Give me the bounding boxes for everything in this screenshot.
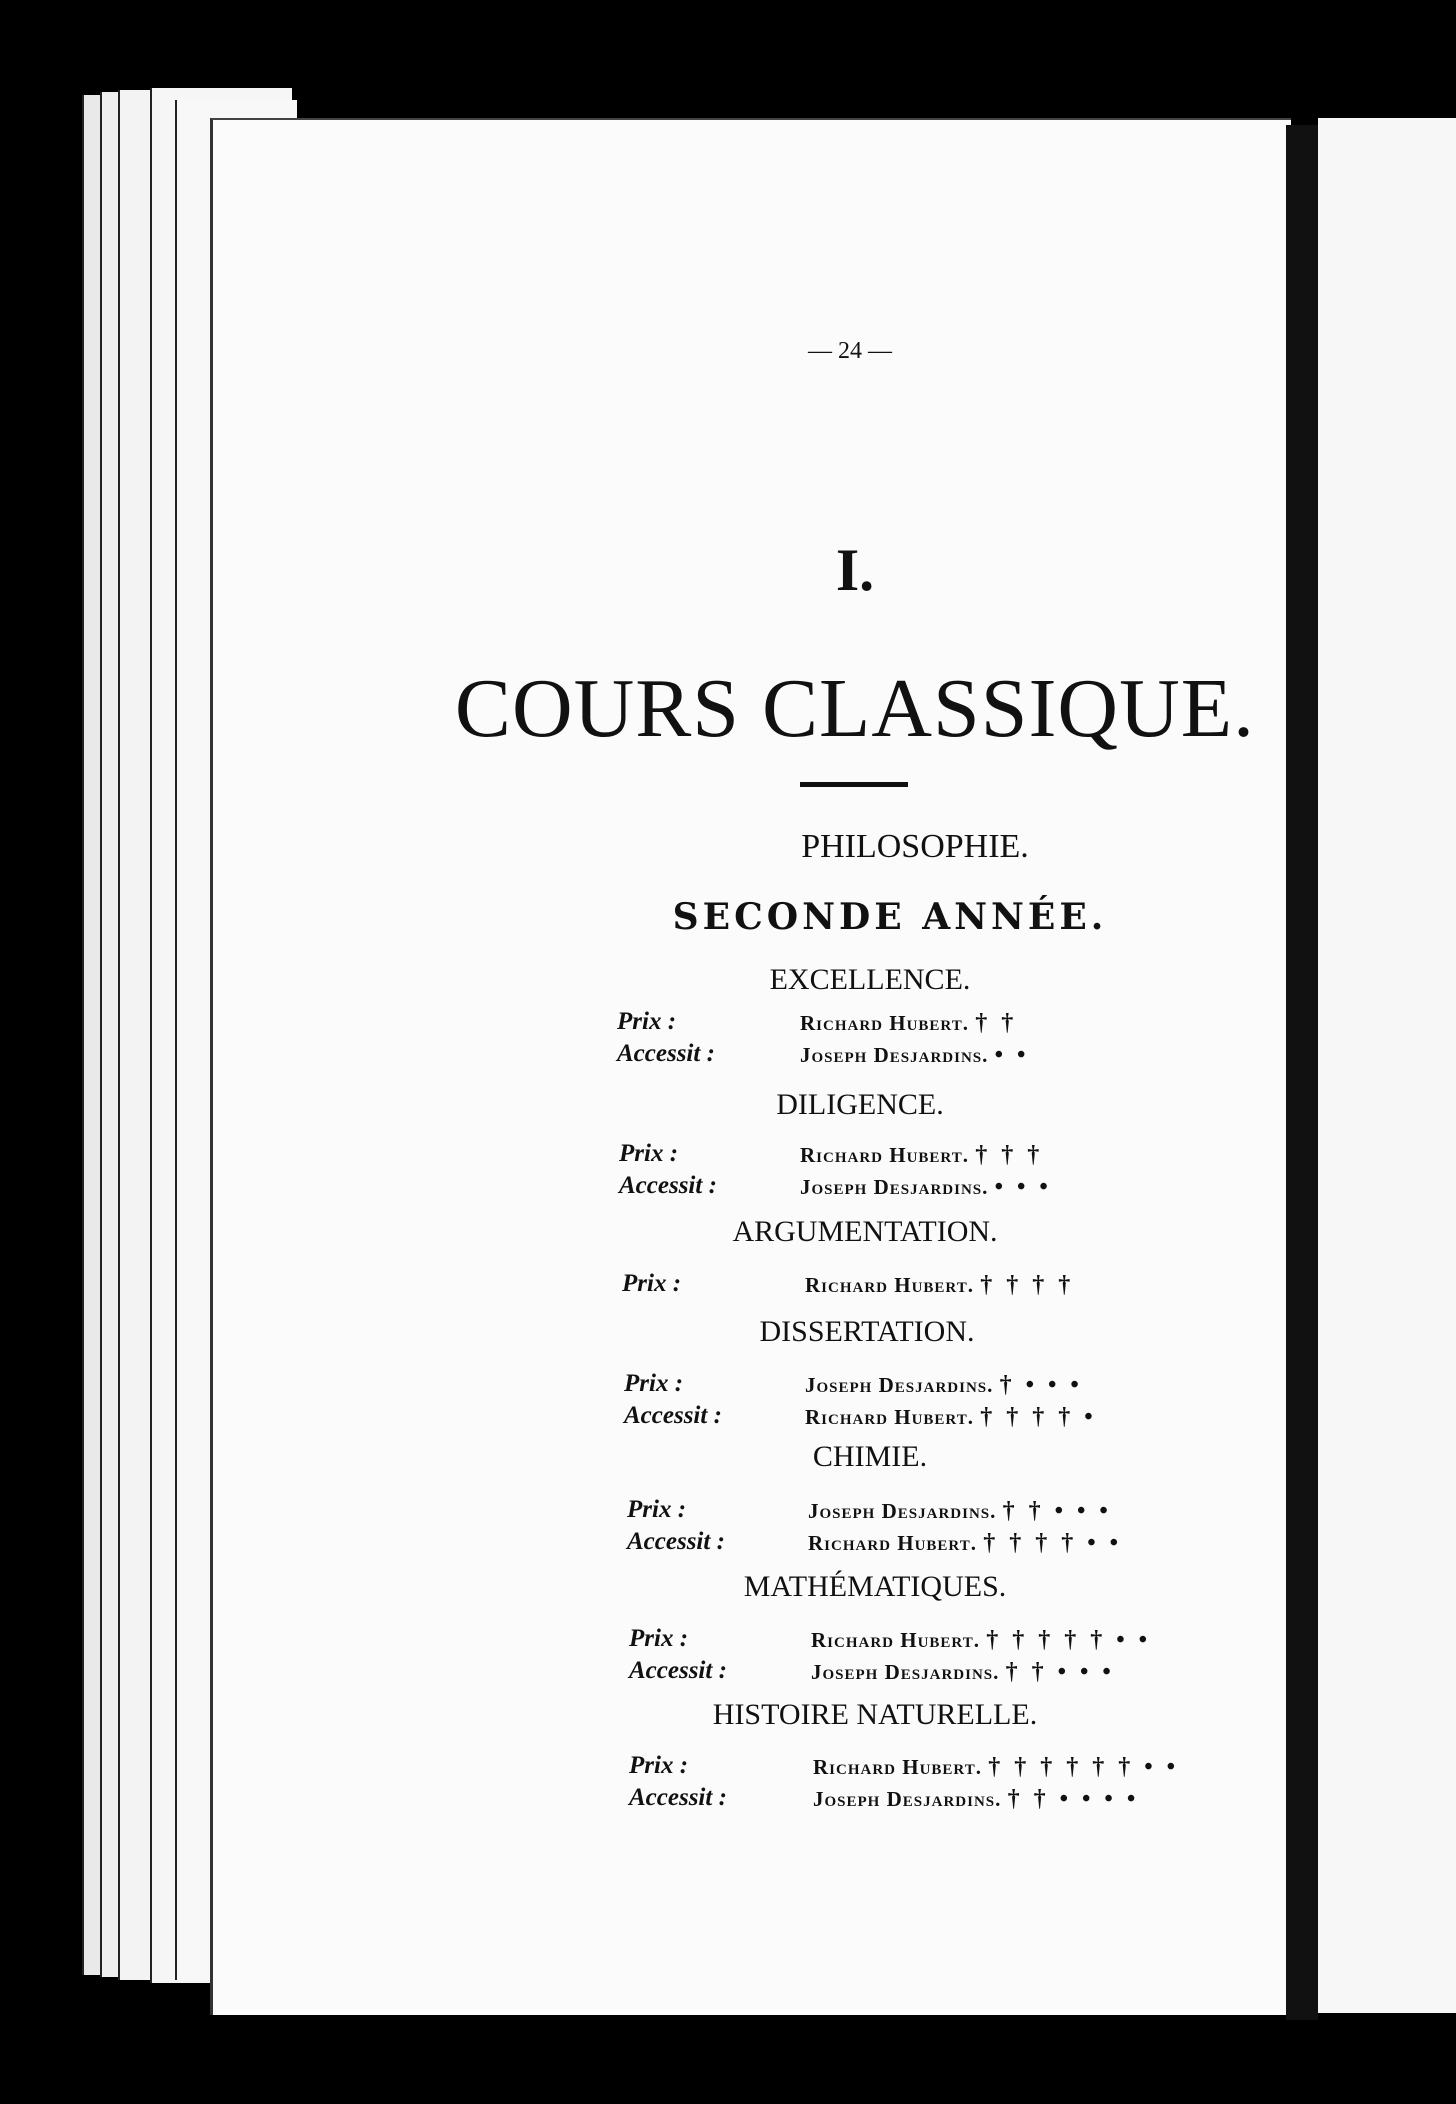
merit-marks: † † • • • • <box>1007 1786 1140 1812</box>
award-label: Prix : <box>624 1370 684 1397</box>
section-heading: DISSERTATION. <box>759 1315 975 1348</box>
student-name: Joseph Desjardins. <box>800 1043 989 1067</box>
student-entry <box>800 1142 1043 1169</box>
student-entry <box>808 1498 1112 1525</box>
award-label: Prix : <box>627 1496 687 1523</box>
award-label: Prix : <box>622 1270 682 1297</box>
page-number: — 24 — <box>808 338 892 364</box>
page-title: COURS CLASSIQUE. <box>454 662 1256 755</box>
student-entry <box>811 1659 1115 1686</box>
merit-marks: † † † † • <box>980 1404 1097 1430</box>
student-entry <box>805 1372 1083 1399</box>
merit-marks: † † † † † • • <box>986 1627 1152 1653</box>
award-label: Accessit : <box>629 1784 727 1811</box>
student-entry <box>813 1786 1139 1813</box>
student-entry <box>811 1627 1151 1654</box>
student-entry <box>808 1530 1122 1557</box>
award-label: Prix : <box>629 1752 689 1779</box>
section-heading: EXCELLENCE. <box>769 963 971 996</box>
merit-marks: † † † † • • <box>983 1530 1123 1556</box>
award-label: Accessit : <box>627 1528 725 1555</box>
year-heading: SECONDE ANNÉE. <box>672 896 1108 938</box>
student-name: Richard Hubert. <box>808 1531 977 1555</box>
student-name: Richard Hubert. <box>813 1755 982 1779</box>
merit-marks: • • <box>994 1042 1030 1068</box>
merit-marks: † † † † † † • • <box>988 1754 1180 1780</box>
award-label: Accessit : <box>617 1040 715 1067</box>
section-heading: ARGUMENTATION. <box>732 1215 998 1248</box>
section-heading: CHIMIE. <box>812 1440 928 1473</box>
merit-marks: • • • <box>994 1174 1052 1200</box>
merit-marks: † † • • • <box>1005 1659 1115 1685</box>
award-label: Prix : <box>619 1140 679 1167</box>
student-name: Richard Hubert. <box>800 1011 969 1035</box>
section-heading: HISTOIRE NATURELLE. <box>712 1698 1038 1731</box>
student-name: Richard Hubert. <box>811 1628 980 1652</box>
course-subtitle: PHILOSOPHIE. <box>801 828 1029 865</box>
merit-marks: † † • • • <box>1002 1498 1112 1524</box>
award-label: Prix : <box>617 1008 677 1035</box>
student-name: Joseph Desjardins. <box>813 1787 1002 1811</box>
section-heading: DILIGENCE. <box>776 1088 944 1121</box>
student-entry <box>805 1404 1097 1431</box>
award-label: Accessit : <box>629 1657 727 1684</box>
section-numeral: I. <box>835 537 875 603</box>
award-label: Prix : <box>629 1625 689 1652</box>
student-name: Joseph Desjardins. <box>800 1175 989 1199</box>
student-name: Joseph Desjardins. <box>811 1660 1000 1684</box>
student-entry <box>813 1754 1179 1781</box>
student-entry <box>800 1042 1029 1069</box>
section-heading: MATHÉMATIQUES. <box>743 1570 1007 1603</box>
student-name: Richard Hubert. <box>800 1143 969 1167</box>
award-label: Accessit : <box>624 1402 722 1429</box>
merit-marks: † † <box>975 1010 1018 1036</box>
student-name: Richard Hubert. <box>805 1405 974 1429</box>
merit-marks: † • • • <box>999 1372 1083 1398</box>
student-name: Joseph Desjardins. <box>808 1499 997 1523</box>
student-name: Joseph Desjardins. <box>805 1373 994 1397</box>
student-entry <box>805 1272 1074 1299</box>
merit-marks: † † † <box>975 1142 1044 1168</box>
student-name: Richard Hubert. <box>805 1273 974 1297</box>
title-rule <box>800 782 908 787</box>
student-entry <box>800 1010 1017 1037</box>
award-label: Accessit : <box>619 1172 717 1199</box>
merit-marks: † † † † <box>980 1272 1075 1298</box>
student-entry <box>800 1174 1052 1201</box>
